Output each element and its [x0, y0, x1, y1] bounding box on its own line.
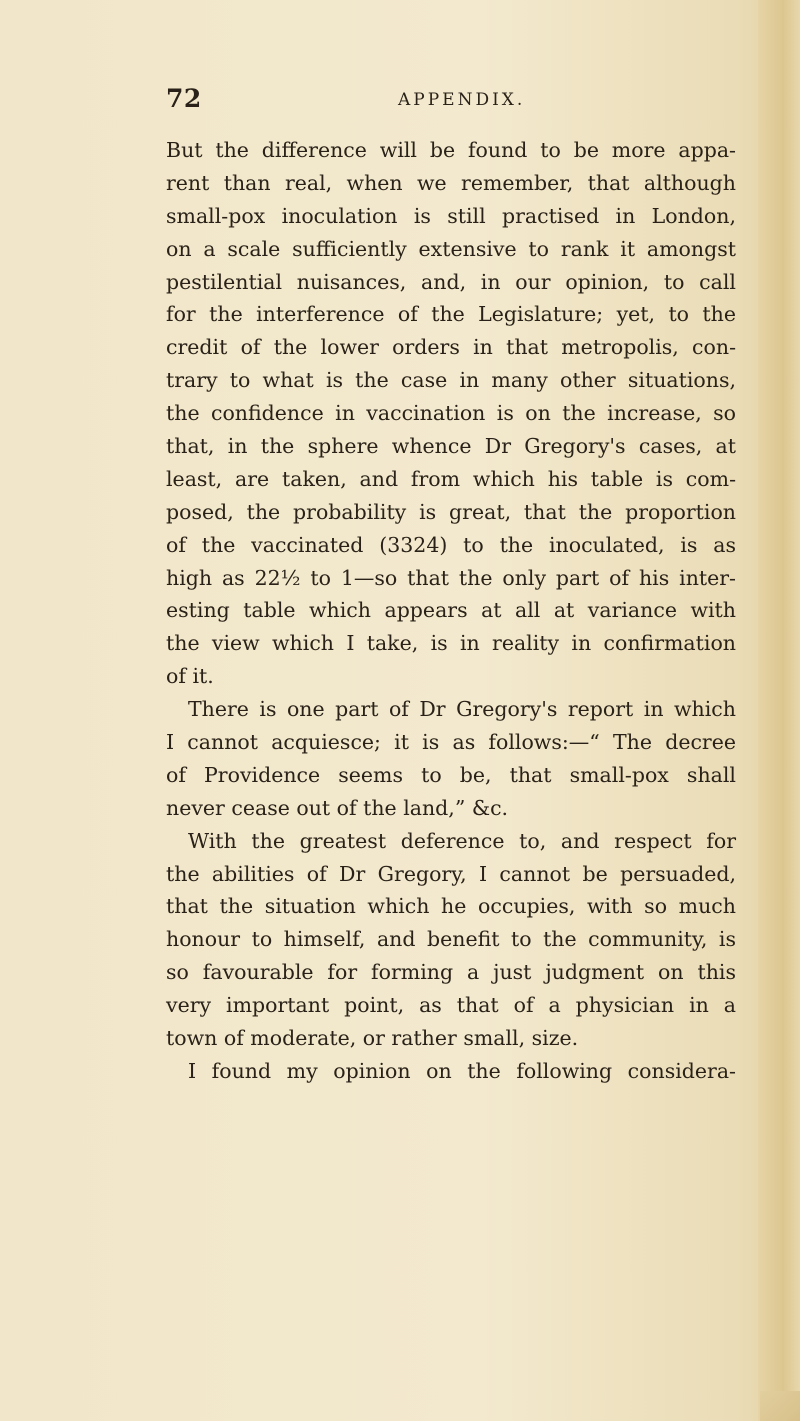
page-corner [760, 1391, 800, 1421]
text-line: that the situation which he occupies, with so much [166, 894, 736, 919]
page-edge-shadow [758, 0, 800, 1421]
text-line: so favourable for forming a just judgment on this [166, 960, 736, 985]
text-line: There is one part of Dr Gregory's report in which [188, 697, 736, 722]
text-line: that, in the sphere whence Dr Gregory's cases, at [166, 434, 736, 459]
text-line: posed, the probability is great, that the proportion [166, 499, 736, 524]
text-line: on a scale sufficiently extensive to rank it amongst [166, 236, 736, 261]
text-line: high as 22½ to 1—so that the only part of his inter- [166, 565, 736, 590]
text-line: I found my opinion on the following considera- [188, 1058, 736, 1083]
text-line: rent than real, when we remember, that although [166, 170, 736, 195]
text-line: the view which I take, is in reality in confirmation [166, 631, 736, 656]
text-line: small-pox inoculation is still practised in London, [166, 203, 736, 228]
text-line: trary to what is the case in many other situations, [166, 368, 736, 393]
text-line: honour to himself, and benefit to the community, is [166, 927, 736, 952]
text-line: the abilities of Dr Gregory, I cannot be persuaded, [166, 861, 736, 886]
text-line: of Providence seems to be, that small-pox shall [166, 762, 736, 787]
text-line: of it. [166, 664, 214, 689]
text-line: never cease out of the land,” &c. [166, 795, 509, 820]
text-line: very important point, as that of a physician in a [166, 993, 736, 1018]
body-text [166, 134, 736, 1088]
text-line: of the vaccinated (3324) to the inoculated, is as [166, 532, 736, 557]
page-header [166, 84, 800, 120]
text-line: credit of the lower orders in that metropolis, con- [166, 335, 736, 360]
text-line: town of moderate, or rather small, size. [166, 1026, 579, 1051]
running-head: APPENDIX. [398, 90, 526, 110]
text-line: With the greatest deference to, and respect for [188, 828, 736, 853]
text-line: pestilential nuisances, and, in our opinion, to call [166, 269, 736, 294]
text-line: esting table which appears at all at variance with [166, 598, 736, 623]
text-line: for the interference of the Legislature; yet, to the [166, 302, 736, 327]
page-number: 72 [166, 84, 202, 113]
text-line: I cannot acquiesce; it is as follows:—“ The decree [166, 730, 736, 755]
text-line: the confidence in vaccination is on the increase, so [166, 401, 736, 426]
text-line: But the difference will be found to be more appa- [166, 138, 736, 162]
text-line: least, are taken, and from which his table is com- [166, 466, 736, 491]
